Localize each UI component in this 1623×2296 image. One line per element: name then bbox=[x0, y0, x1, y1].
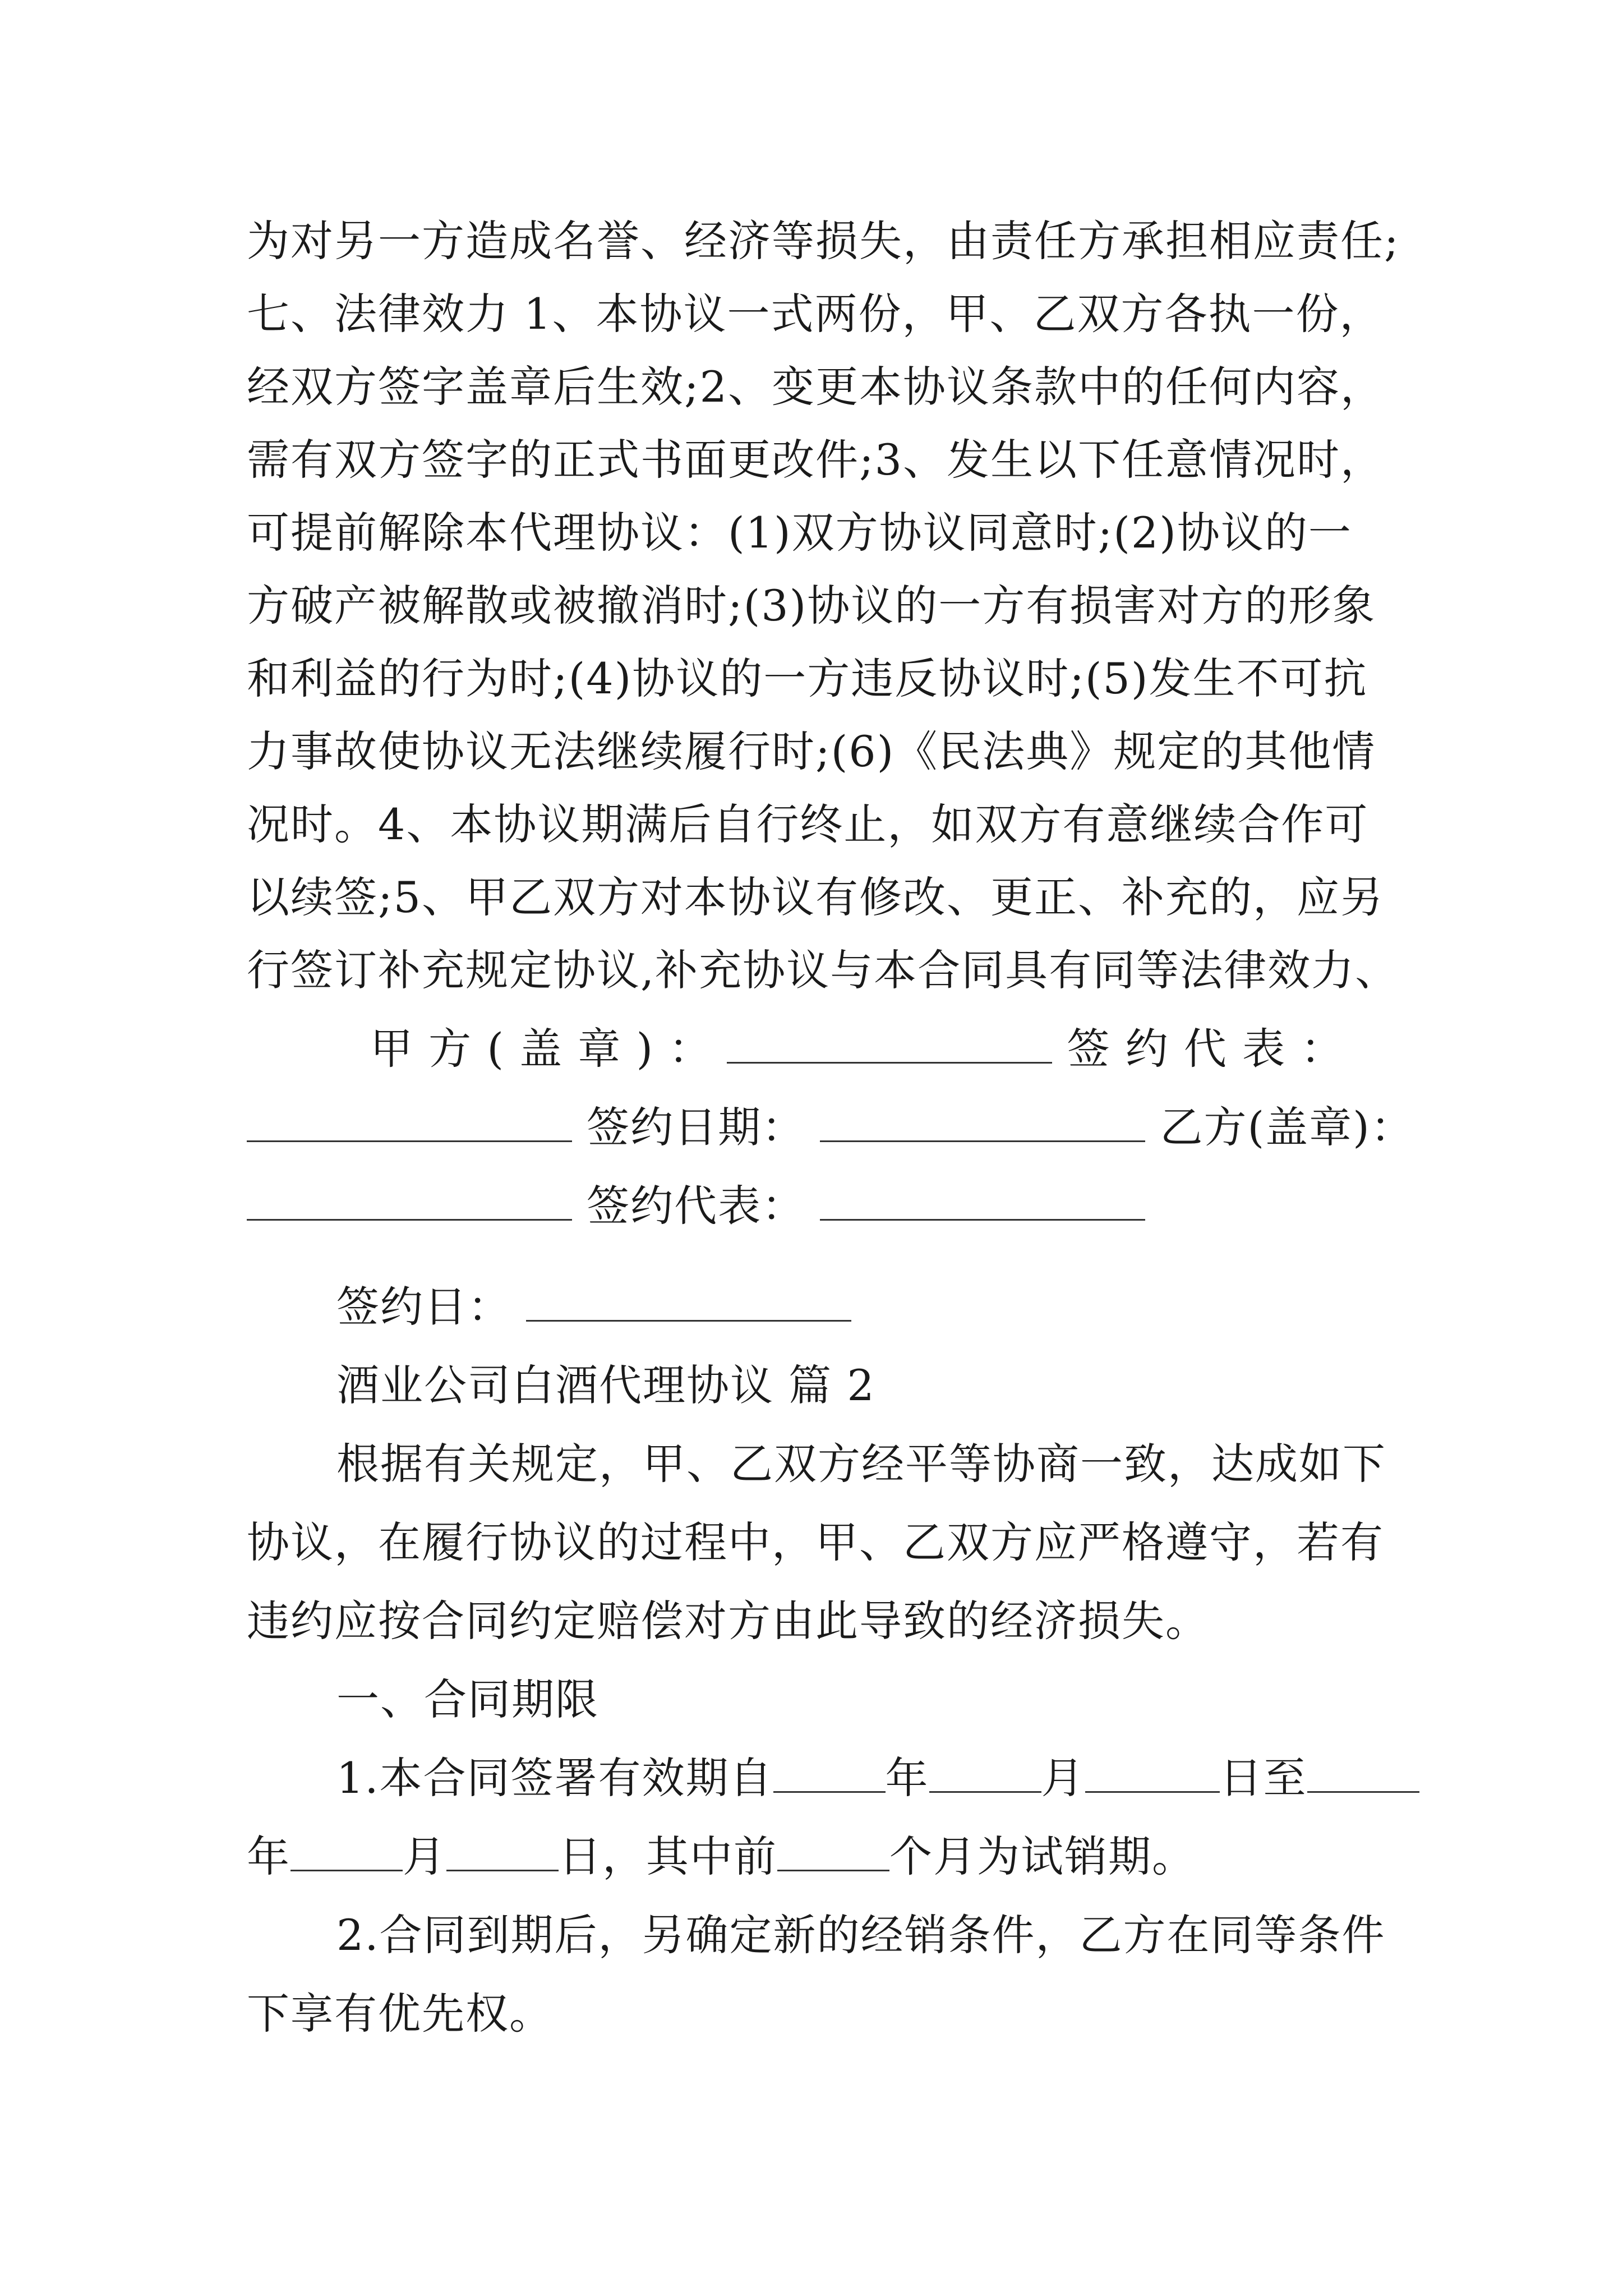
body-line: 经双方签字盖章后生效;2、变更本协议条款中的任何内容， bbox=[247, 362, 1384, 412]
month-label: 月 bbox=[1041, 1753, 1085, 1803]
signature-row-2 bbox=[247, 1099, 1414, 1156]
term-line-2 bbox=[247, 1829, 1196, 1885]
trial-label: 个月为试销期。 bbox=[889, 1832, 1196, 1881]
body-line: 可提前解除本代理协议：(1)双方协议同意时;(2)协议的一 bbox=[247, 508, 1352, 558]
end-year-blank bbox=[1307, 1752, 1419, 1793]
body-line: 和利益的行为时;(4)协议的一方违反协议时;(5)发生不可抗 bbox=[247, 654, 1368, 703]
body-line: 力事故使协议无法继续履行时;(6)《民法典》规定的其他情 bbox=[247, 726, 1376, 776]
body-line: 以续签;5、甲乙双方对本协议有修改、更正、补充的，应另 bbox=[247, 872, 1384, 922]
month-blank bbox=[929, 1752, 1041, 1793]
signature-row-4 bbox=[336, 1279, 851, 1335]
sign-date-label: 签约日期： bbox=[587, 1102, 806, 1152]
sign-day-label: 签约日： bbox=[336, 1282, 511, 1332]
year-blank bbox=[773, 1752, 886, 1793]
sign-date-blank bbox=[820, 1101, 1145, 1142]
end-month-blank bbox=[291, 1830, 403, 1871]
sign-rep-label: 签 约 代 表 ： bbox=[1067, 1024, 1345, 1074]
sign-rep-blank bbox=[247, 1101, 572, 1142]
clause2-line: 下享有优先权。 bbox=[247, 1989, 553, 2039]
intro-line: 协议，在履行协议的过程中，甲、乙双方应严格遵守，若有 bbox=[247, 1517, 1384, 1567]
party-a-seal-label: 甲 方 ( 盖 章 ) ： bbox=[370, 1024, 713, 1074]
year-label: 年 bbox=[885, 1753, 929, 1803]
party-b-seal-label: 乙方(盖章)： bbox=[1160, 1102, 1414, 1152]
day-blank bbox=[1085, 1752, 1220, 1793]
body-line: 需有双方签字的正式书面更改件;3、发生以下任意情况时， bbox=[247, 435, 1384, 485]
clause-heading: 一、合同期限 bbox=[336, 1674, 599, 1724]
trial-months-blank bbox=[777, 1830, 889, 1871]
signature-row-3 bbox=[247, 1178, 1145, 1234]
intro-line: 违约应按合同约定赔偿对方由此导致的经济损失。 bbox=[247, 1596, 1209, 1646]
body-line: 况时。4、本协议期满后自行终止，如双方有意继续合作可 bbox=[247, 799, 1369, 849]
body-line: 七、法律效力 1、本协议一式两份，甲、乙双方各执一份， bbox=[247, 289, 1384, 339]
intro-line: 根据有关规定，甲、乙双方经平等协商一致，达成如下 bbox=[336, 1439, 1386, 1489]
term-line-1 bbox=[336, 1750, 1419, 1806]
body-line: 行签订补充规定协议,补充协议与本合同具有同等法律效力、 bbox=[247, 945, 1399, 995]
term-start-text: 1.本合同签署有效期自 bbox=[336, 1753, 773, 1803]
end-day-blank bbox=[446, 1830, 559, 1871]
signature-row-1 bbox=[370, 1021, 1344, 1077]
end-year-label: 年 bbox=[247, 1832, 291, 1881]
end-month-label: 月 bbox=[403, 1832, 446, 1881]
clause2-line: 2.合同到期后，另确定新的经销条件，乙方在同等条件 bbox=[336, 1910, 1386, 1960]
party-b-rep-label: 签约代表： bbox=[587, 1181, 806, 1231]
section-title: 酒业公司白酒代理协议 篇 2 bbox=[336, 1360, 875, 1410]
day-to-label: 日至 bbox=[1219, 1753, 1307, 1803]
body-line: 为对另一方造成名誉、经济等损失，由责任方承担相应责任; bbox=[247, 216, 1400, 266]
body-line: 方破产被解散或被撤消时;(3)协议的一方有损害对方的形象 bbox=[247, 581, 1376, 631]
party-b-seal-blank bbox=[247, 1180, 572, 1221]
party-b-rep-blank bbox=[820, 1180, 1145, 1221]
end-day-label: 日，其中前 bbox=[559, 1832, 777, 1881]
sign-day-blank bbox=[526, 1281, 851, 1322]
party-a-seal-blank bbox=[727, 1023, 1052, 1064]
